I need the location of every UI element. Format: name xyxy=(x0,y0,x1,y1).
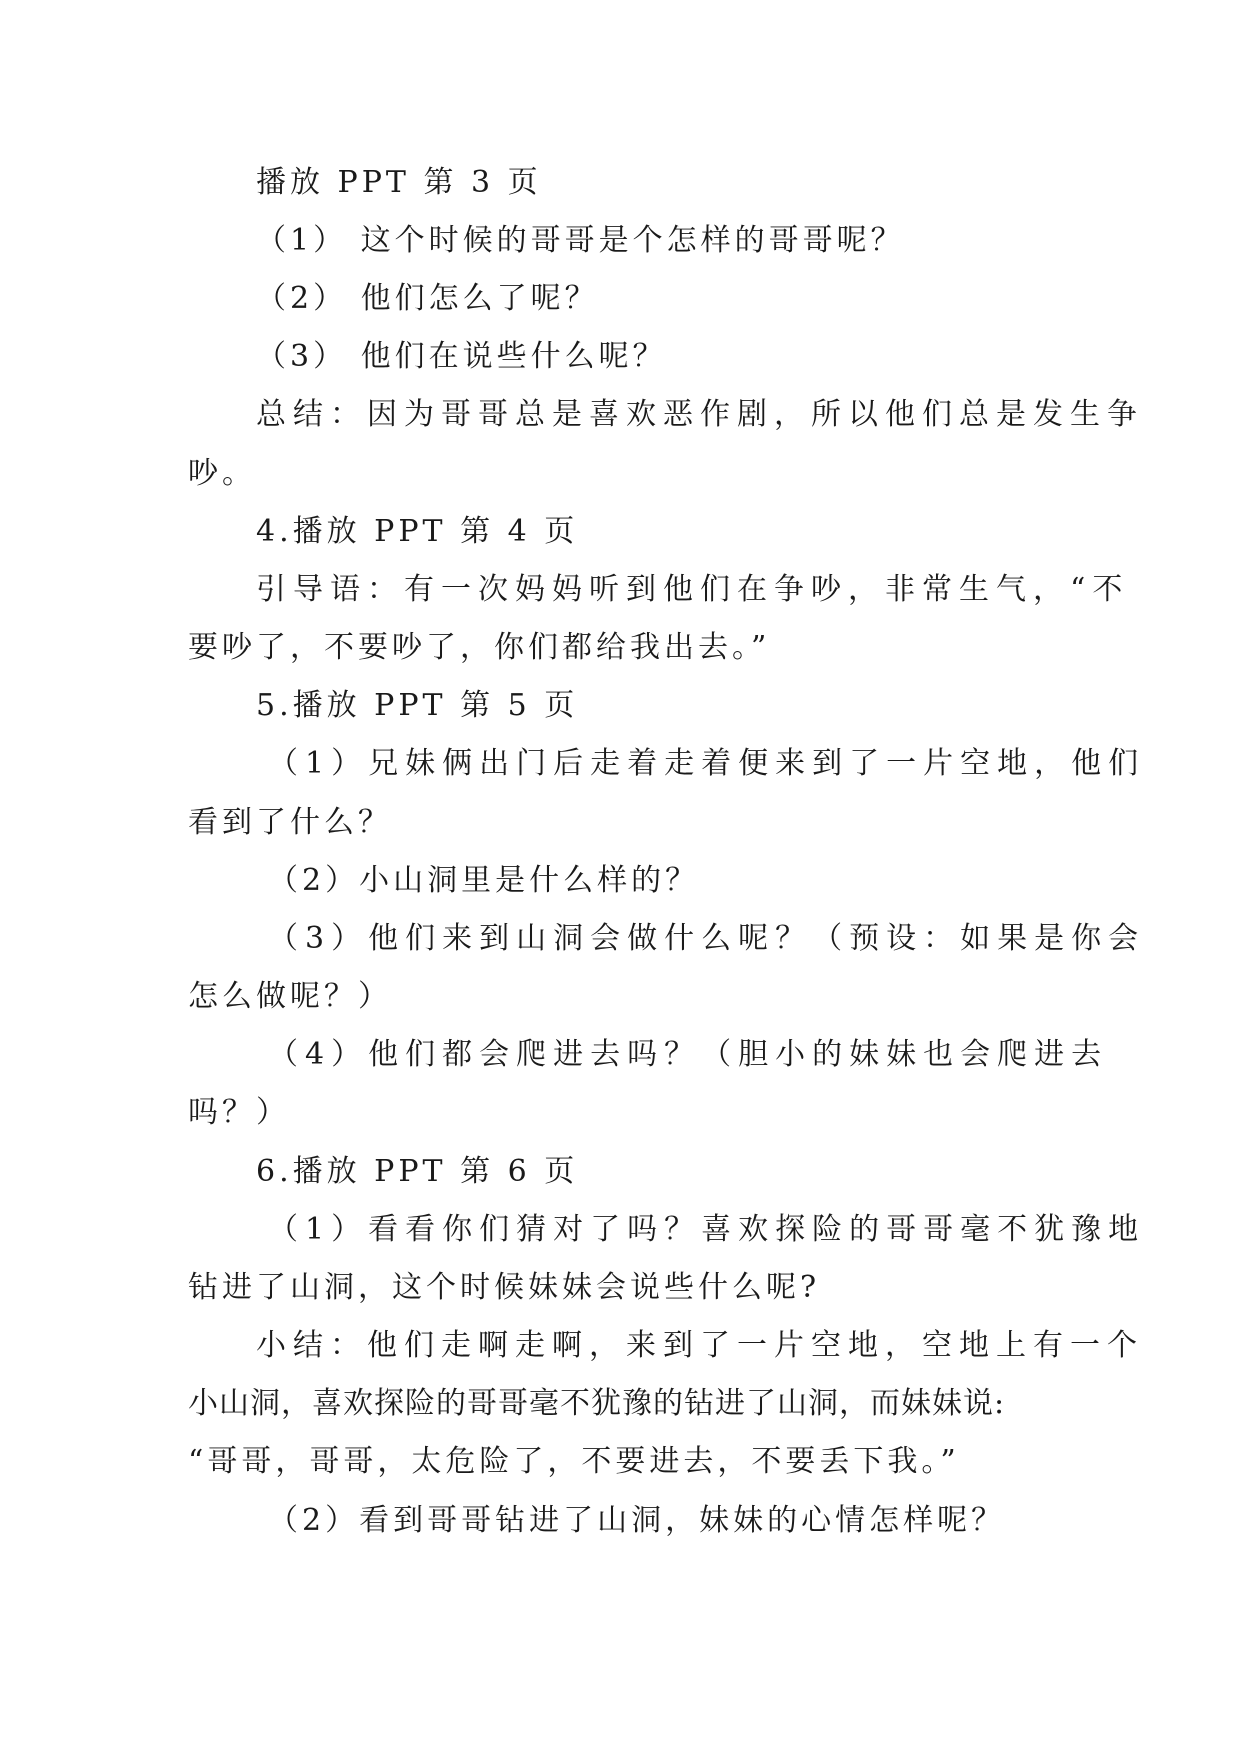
text-line: 看到了什么？ xyxy=(188,805,392,840)
text-line: 吵。 xyxy=(188,456,256,491)
text-line: 引导语：有一次妈妈听到他们在争吵，非常生气，“不 xyxy=(256,572,1130,607)
text-line: 总结：因为哥哥总是喜欢恶作剧，所以他们总是发生争 xyxy=(256,397,1144,432)
text-line: 小山洞，喜欢探险的哥哥毫不犹豫的钻进了山洞，而妹妹说: xyxy=(188,1386,1006,1421)
text-line: 怎么做呢？） xyxy=(188,979,392,1014)
text-line: （1）兄妹俩出门后走着走着便来到了一片空地，他们 xyxy=(268,746,1146,781)
text-line: （2） 他们怎么了呢？ xyxy=(256,281,599,316)
text-line: “哥哥，哥哥，太危险了，不要进去，不要丢下我。” xyxy=(188,1444,960,1479)
text-line: （1）看看你们猜对了吗？喜欢探险的哥哥毫不犹豫地 xyxy=(268,1212,1146,1247)
text-line: 钻进了山洞，这个时候妹妹会说些什么呢? xyxy=(188,1270,821,1305)
text-line: （3）他们来到山洞会做什么呢？（预设：如果是你会 xyxy=(268,921,1146,956)
text-line: （2）看到哥哥钻进了山洞，妹妹的心情怎样呢？ xyxy=(268,1503,1006,1538)
text-line: 播放 PPT 第 3 页 xyxy=(256,165,542,200)
text-line: 6.播放 PPT 第 6 页 xyxy=(256,1154,579,1189)
text-line: （2）小山洞里是什么样的？ xyxy=(268,863,700,898)
text-line: 小结：他们走啊走啊，来到了一片空地，空地上有一个 xyxy=(256,1328,1144,1363)
text-line: （3） 他们在说些什么呢？ xyxy=(256,339,667,374)
text-line: 要吵了，不要吵了，你们都给我出去。” xyxy=(188,630,771,665)
text-line: （4）他们都会爬进去吗？（胆小的妹妹也会爬进去 xyxy=(268,1037,1109,1072)
text-line: 吗？） xyxy=(188,1095,290,1130)
text-line: 4.播放 PPT 第 4 页 xyxy=(256,514,579,549)
text-line: （1） 这个时候的哥哥是个怎样的哥哥呢？ xyxy=(256,223,905,258)
text-line: 5.播放 PPT 第 5 页 xyxy=(256,688,579,723)
